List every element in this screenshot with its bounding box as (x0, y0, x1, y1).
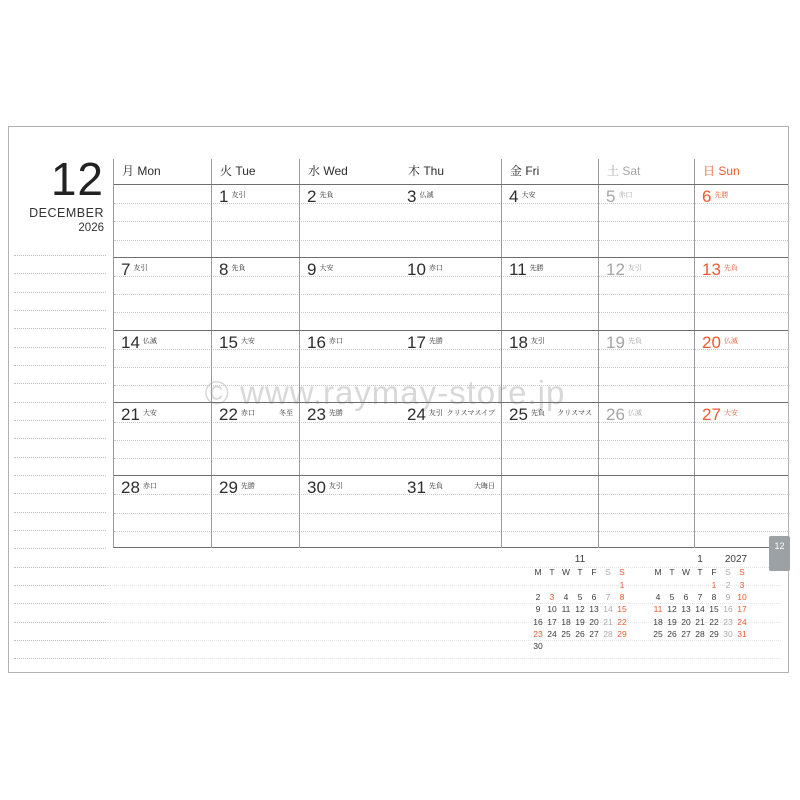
mini-calendar-week-row (531, 579, 629, 591)
day-number: 2 (307, 187, 317, 206)
day-cell-3 (400, 185, 501, 257)
mini-calendar-week-row (531, 603, 629, 615)
day-cell-content (695, 185, 789, 206)
rokuyo-label: 大安 (521, 192, 536, 199)
day-number: 16 (307, 332, 326, 352)
mini-day-2: 2 (725, 579, 731, 590)
month-block (18, 153, 104, 234)
day-number: 10 (407, 259, 426, 279)
mini-day-21: 21 (603, 616, 613, 627)
day-cell-11 (501, 258, 598, 330)
rokuyo-label: 大安 (142, 410, 157, 418)
day-number: 7 (121, 259, 131, 279)
mini-day-24: 24 (737, 616, 747, 627)
rokuyo-label: 赤口 (328, 337, 343, 345)
day-cell-content (695, 403, 789, 424)
note-line (14, 622, 106, 623)
day-number: 1 (219, 187, 229, 206)
day-cell-content (300, 258, 400, 279)
mini-day-19: 19 (667, 616, 677, 627)
day-number: 9 (307, 259, 317, 279)
note-line (14, 603, 106, 604)
rokuyo-label: 友引 (428, 410, 443, 418)
mini-day-header: M (654, 567, 662, 577)
day-cell-content (599, 331, 694, 352)
day-number: 26 (606, 405, 625, 425)
note-line (14, 255, 106, 256)
mini-day-22: 22 (617, 616, 627, 627)
rokuyo-label: 先負 (627, 337, 642, 345)
note-line (14, 365, 106, 366)
mini-day-12: 12 (575, 604, 585, 615)
month-index-tab[interactable] (769, 536, 790, 571)
mini-day-7: 7 (605, 591, 611, 602)
note-line (14, 438, 106, 439)
note-line (14, 457, 106, 458)
rokuyo-label: 仏滅 (142, 337, 157, 345)
day-cell-15 (211, 331, 299, 403)
day-number: 31 (407, 478, 426, 498)
day-number: 11 (509, 259, 527, 279)
mini-calendar-year: 2027 (724, 554, 748, 565)
mini-calendar-week-row (531, 628, 629, 640)
day-number: 14 (121, 332, 140, 352)
mini-day-23: 23 (533, 629, 543, 640)
week-row-4 (114, 402, 788, 475)
mini-calendar-week-row (651, 616, 749, 628)
rokuyo-label: 友引 (328, 483, 343, 491)
mini-day-13: 13 (681, 604, 691, 615)
month-number: 12 (50, 153, 104, 205)
day-cell-23 (299, 403, 400, 475)
note-line (14, 493, 106, 494)
note-line (14, 292, 106, 293)
mini-day-29: 29 (709, 629, 719, 640)
mini-day-30: 30 (533, 641, 543, 652)
event-label: 大晦日 (474, 483, 495, 491)
day-cell-content (212, 258, 299, 279)
rokuyo-label: 赤口 (142, 483, 157, 491)
mini-calendar-week-row (531, 591, 629, 603)
day-cell-empty (598, 476, 694, 548)
mini-day-2: 2 (535, 591, 541, 602)
day-cell-content (114, 331, 211, 352)
mini-day-27: 27 (589, 629, 599, 640)
week-row-5 (114, 475, 788, 548)
day-number: 23 (307, 405, 326, 425)
mini-day-header: F (591, 567, 597, 577)
note-line (14, 512, 106, 513)
rokuyo-label: 先勝 (529, 264, 544, 272)
rokuyo-label: 友引 (133, 264, 148, 272)
rokuyo-label: 先負 (428, 483, 443, 491)
day-cell-content (300, 403, 400, 424)
mini-day-17: 17 (547, 616, 557, 627)
day-cell-27 (694, 403, 789, 475)
day-number: 12 (606, 259, 625, 279)
mini-day-7: 7 (697, 591, 703, 602)
day-cell-content (212, 331, 299, 352)
weekday-header-mon: 月 Mon (122, 164, 161, 178)
mini-day-12: 12 (667, 604, 677, 615)
mini-day-19: 19 (575, 616, 585, 627)
rokuyo-label: 仏滅 (627, 410, 642, 418)
day-cell-12 (598, 258, 694, 330)
note-line (14, 383, 106, 384)
mini-day-11: 11 (561, 604, 571, 615)
mini-calendar-january (651, 554, 749, 640)
mini-day-15: 15 (617, 604, 627, 615)
day-cell-content (502, 331, 598, 352)
mini-day-header: M (534, 567, 542, 577)
mini-day-23: 23 (723, 616, 733, 627)
day-number: 5 (606, 187, 616, 206)
mini-day-header: S (605, 567, 611, 577)
mini-calendar-week-row (651, 579, 749, 591)
rokuyo-label: 先負 (530, 410, 545, 418)
mini-day-14: 14 (695, 604, 705, 615)
day-cell-content (695, 331, 789, 352)
day-number: 27 (702, 405, 721, 425)
day-number: 21 (121, 405, 140, 425)
day-cell-content (599, 185, 694, 206)
mini-day-5: 5 (577, 591, 583, 602)
rokuyo-label: 友引 (627, 264, 642, 272)
mini-day-25: 25 (561, 629, 571, 640)
mini-day-16: 16 (723, 604, 733, 615)
day-cell-content (695, 258, 789, 279)
rokuyo-label: 大安 (723, 410, 738, 418)
day-cell-content (502, 258, 598, 279)
note-line (14, 273, 106, 274)
rokuyo-label: 仏滅 (419, 192, 434, 199)
weekday-header-wed: 水 Wed (299, 159, 400, 184)
note-line (14, 585, 106, 586)
day-cell-content (212, 476, 299, 497)
mini-day-18: 18 (653, 616, 663, 627)
mini-day-20: 20 (589, 616, 599, 627)
mini-day-28: 28 (695, 629, 705, 640)
mini-day-8: 8 (711, 591, 717, 602)
day-number: 3 (407, 187, 417, 206)
day-cell-content (400, 185, 501, 206)
note-line (14, 530, 106, 531)
year-label: 2026 (78, 222, 104, 234)
day-cell-content (599, 258, 694, 279)
day-cell-content (599, 403, 694, 424)
rokuyo-label: 仏滅 (723, 337, 738, 345)
mini-calendar-title: 1 2027 (651, 554, 749, 566)
day-number: 25 (509, 405, 528, 425)
day-cell-17 (400, 331, 501, 403)
day-cell-1 (211, 185, 299, 257)
day-cell-26 (598, 403, 694, 475)
mini-day-8: 8 (619, 591, 625, 602)
mini-day-1: 1 (619, 579, 625, 590)
rokuyo-label: 先負 (319, 192, 334, 199)
mini-day-9: 9 (725, 591, 731, 602)
day-cell-21 (114, 403, 211, 475)
day-cell-content (114, 476, 211, 497)
day-number: 28 (121, 478, 140, 498)
day-cell-20 (694, 331, 789, 403)
week-row-1 (114, 184, 788, 257)
mini-day-4: 4 (655, 591, 661, 602)
rokuyo-label: 先勝 (714, 192, 729, 199)
mini-day-header: S (739, 567, 745, 577)
mini-day-13: 13 (589, 604, 599, 615)
mini-day-25: 25 (653, 629, 663, 640)
mini-day-header: S (725, 567, 731, 577)
note-line (14, 402, 106, 403)
day-number: 18 (509, 332, 528, 352)
mini-day-1: 1 (711, 579, 717, 590)
day-cell-25 (501, 403, 598, 475)
mini-day-3: 3 (739, 579, 745, 590)
month-index-tab-label: 12 (774, 541, 785, 551)
rokuyo-label: 先勝 (240, 483, 255, 491)
day-cell-content (300, 185, 400, 206)
day-cell-content (502, 185, 598, 206)
rokuyo-label: 先負 (723, 264, 738, 272)
rokuyo-label: 大安 (319, 264, 334, 272)
day-cell-content (300, 331, 400, 352)
day-cell-5 (598, 185, 694, 257)
month-name: DECEMBER (29, 206, 104, 220)
mini-day-15: 15 (709, 604, 719, 615)
day-cell-30 (299, 476, 400, 548)
day-cell-19 (598, 331, 694, 403)
mini-day-17: 17 (737, 604, 747, 615)
mini-day-18: 18 (561, 616, 571, 627)
mini-day-24: 24 (547, 629, 557, 640)
rokuyo-label: 先勝 (428, 337, 443, 345)
event-label: クリスマス (557, 410, 592, 418)
day-number: 8 (219, 259, 229, 279)
day-cell-content (400, 258, 501, 279)
weekday-header-sun: 日 Sun (694, 159, 789, 184)
day-number: 19 (606, 332, 625, 352)
mini-day-22: 22 (709, 616, 719, 627)
weekday-header-tue: 火 Tue (211, 159, 299, 184)
week-row-2 (114, 257, 788, 330)
day-cell-28 (114, 476, 211, 548)
day-number: 6 (702, 187, 712, 206)
mini-calendar-november (531, 554, 629, 653)
rokuyo-label: 大安 (240, 337, 255, 345)
mini-day-header: T (577, 567, 583, 577)
day-cell-content (300, 476, 400, 497)
mini-day-header: W (681, 567, 691, 577)
day-number: 17 (407, 332, 426, 352)
mini-day-26: 26 (667, 629, 677, 640)
day-cell-22 (211, 403, 299, 475)
day-cell-4 (501, 185, 598, 257)
mini-day-11: 11 (653, 604, 663, 615)
rokuyo-label: 友引 (231, 192, 246, 199)
mini-calendar-week-row (651, 603, 749, 615)
rokuyo-label: 先負 (231, 264, 246, 272)
mini-day-header: T (697, 567, 703, 577)
day-cell-13 (694, 258, 789, 330)
mini-day-header: T (549, 567, 555, 577)
day-number: 4 (509, 187, 519, 206)
event-label: クリスマスイブ (446, 410, 495, 418)
note-line (14, 548, 106, 549)
day-number: 29 (219, 478, 238, 498)
day-cell-content (400, 331, 501, 352)
weekday-header-fri: 金 Fri (501, 159, 598, 184)
day-cell-6 (694, 185, 789, 257)
mini-day-10: 10 (737, 591, 747, 602)
mini-day-27: 27 (681, 629, 691, 640)
day-number: 15 (219, 332, 238, 352)
rokuyo-label: 先勝 (328, 410, 343, 418)
weekday-header-sat: 土 Sat (598, 159, 694, 184)
mini-day-3: 3 (549, 591, 555, 602)
day-number: 20 (702, 332, 721, 352)
mini-day-29: 29 (617, 629, 627, 640)
rokuyo-label: 赤口 (240, 410, 255, 418)
mini-day-6: 6 (683, 591, 689, 602)
rokuyo-label: 赤口 (428, 264, 443, 272)
day-cell-16 (299, 331, 400, 403)
mini-calendar-week-row (531, 616, 629, 628)
mini-calendar-header-row (651, 566, 749, 579)
note-line (14, 475, 106, 476)
mini-calendar-title: 11 (574, 554, 586, 565)
day-number: 24 (407, 405, 426, 425)
note-line-faint (107, 658, 781, 659)
day-cell-content (212, 185, 299, 206)
mini-day-28: 28 (603, 629, 613, 640)
mini-day-9: 9 (535, 604, 541, 615)
mini-day-header: W (561, 567, 571, 577)
event-label: 冬至 (279, 410, 293, 418)
day-number: 22 (219, 405, 238, 425)
mini-day-header: S (619, 567, 625, 577)
day-cell-content (114, 258, 211, 279)
day-cell-content (114, 403, 211, 424)
mini-day-4: 4 (563, 591, 569, 602)
day-cell-14 (114, 331, 211, 403)
day-cell-9 (299, 258, 400, 330)
mini-day-6: 6 (591, 591, 597, 602)
day-cell-10 (400, 258, 501, 330)
mini-day-26: 26 (575, 629, 585, 640)
note-line (14, 347, 106, 348)
calendar-grid (113, 159, 788, 548)
mini-calendar-week-row (651, 591, 749, 603)
weekday-header-row (114, 159, 788, 184)
day-cell-empty (501, 476, 598, 548)
mini-day-16: 16 (533, 616, 543, 627)
mini-day-header: F (711, 567, 717, 577)
note-line (14, 567, 106, 568)
note-line (14, 310, 106, 311)
mini-calendar-week-row (531, 640, 629, 652)
mini-day-20: 20 (681, 616, 691, 627)
day-number: 13 (702, 259, 721, 279)
rokuyo-label: 赤口 (618, 192, 633, 199)
note-line (14, 640, 106, 641)
watermark: © www.raymay-store.jp (204, 374, 566, 411)
mini-day-14: 14 (603, 604, 613, 615)
mini-day-31: 31 (737, 629, 747, 640)
day-cell-18 (501, 331, 598, 403)
note-line (14, 658, 106, 659)
day-cell-8 (211, 258, 299, 330)
note-line (14, 328, 106, 329)
mini-day-10: 10 (547, 604, 557, 615)
week-row-3 (114, 330, 788, 403)
day-cell-31 (400, 476, 501, 548)
rokuyo-label: 友引 (530, 337, 545, 345)
mini-day-header: T (669, 567, 675, 577)
mini-calendar-header-row (531, 566, 629, 579)
day-cell-2 (299, 185, 400, 257)
day-cell-7 (114, 258, 211, 330)
mini-calendar-week-row (651, 628, 749, 640)
mini-day-21: 21 (695, 616, 705, 627)
day-cell-29 (211, 476, 299, 548)
day-cell-empty (114, 185, 211, 257)
note-line (14, 420, 106, 421)
weekday-header-thu: 木 Thu (408, 164, 445, 178)
mini-day-30: 30 (723, 629, 733, 640)
day-number: 30 (307, 478, 326, 498)
day-cell-24 (400, 403, 501, 475)
mini-day-5: 5 (669, 591, 675, 602)
